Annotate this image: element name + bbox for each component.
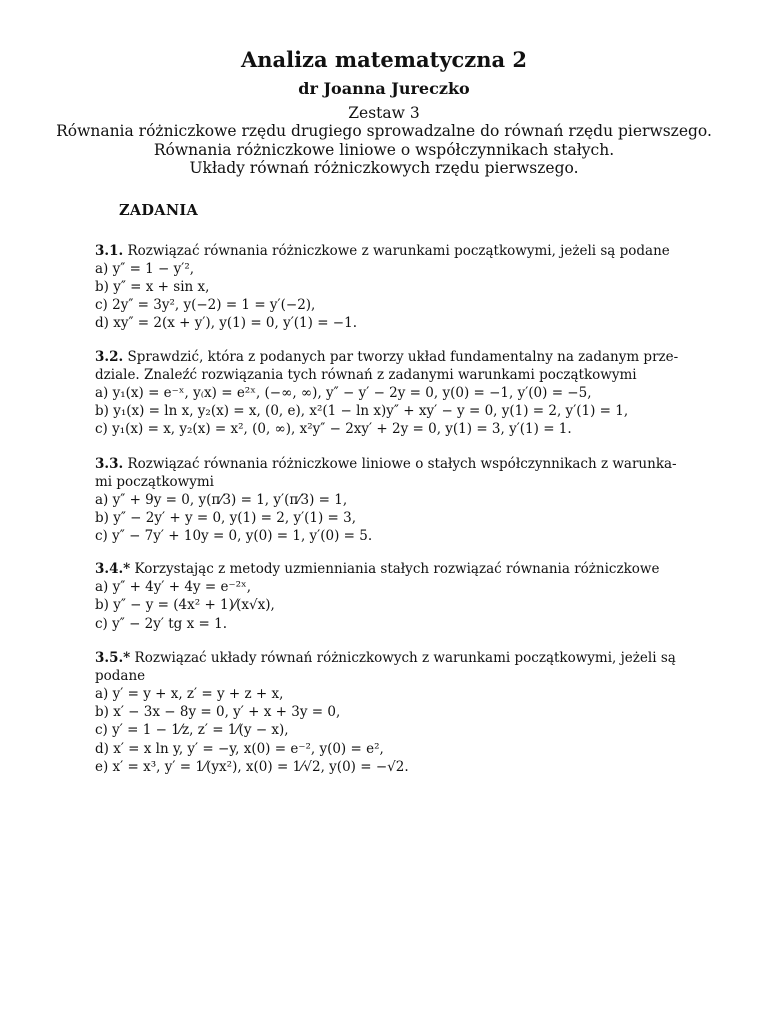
problem-number: 3.2. <box>95 349 124 365</box>
problem-prompt-continued: mi początkowymi <box>95 474 214 490</box>
problem-statement <box>95 348 678 366</box>
problem-item: b) x′ − 3x − 8y = 0, y′ + x + 3y = 0, <box>95 704 341 720</box>
problem-statement <box>95 649 676 667</box>
problem-item: a) y″ + 4y′ + 4y = e⁻²ˣ, <box>95 579 251 595</box>
problem-prompt: Rozwiązać równania różniczkowe z warunkami początkowymi, jeżeli są podane <box>127 243 670 259</box>
topic-line: Układy równań różniczkowych rzędu pierwszego. <box>189 159 579 177</box>
problem-prompt: Rozwiązać równania różniczkowe liniowe o stałych współczynnikach z warunka- <box>127 456 677 472</box>
problem-item: c) y″ − 2y′ tg x = 1. <box>95 616 228 632</box>
problem-item: e) x′ = x³, y′ = 1⁄(yx²), x(0) = 1⁄√2, y(0) = −√2. <box>95 759 409 775</box>
problem-item: a) y″ = 1 − y′², <box>95 261 195 277</box>
problem-item: c) y″ − 7y′ + 10y = 0, y(0) = 1, y′(0) = 5. <box>95 528 373 544</box>
problem-statement <box>95 560 659 578</box>
exercise-set-label: Zestaw 3 <box>348 104 420 122</box>
problem-item: a) y₁(x) = e⁻ˣ, y₍x) = e²ˣ, (−∞, ∞), y″ − y′ − 2y = 0, y(0) = −1, y′(0) = −5, <box>95 385 592 401</box>
document-author: dr Joanna Jureczko <box>298 79 470 98</box>
problem-number: 3.3. <box>95 456 124 472</box>
problem-prompt: Korzystając z metody uzmienniania stałych rozwiązać równania różniczkowe <box>134 561 660 577</box>
problem-prompt: Rozwiązać układy równań różniczkowych z warunkami początkowymi, jeżeli są <box>134 650 676 666</box>
problem-item: a) y′ = y + x, z′ = y + z + x, <box>95 686 284 702</box>
problem-statement <box>95 455 677 473</box>
section-heading: ZADANIA <box>119 202 199 219</box>
problem-item: b) y″ = x + sin x, <box>95 279 210 295</box>
topic-line: Równania różniczkowe rzędu drugiego sprowadzalne do równań rzędu pierwszego. <box>56 122 712 140</box>
problem-prompt-continued: dziale. Znaleźć rozwiązania tych równań z zadanymi warunkami początkowymi <box>95 367 637 383</box>
problem-statement <box>95 242 670 260</box>
problem-item: c) y′ = 1 − 1⁄z, z′ = 1⁄(y − x), <box>95 722 289 738</box>
problem-item: c) 2y″ = 3y², y(−2) = 1 = y′(−2), <box>95 297 316 313</box>
problem-item: b) y″ − 2y′ + y = 0, y(1) = 2, y′(1) = 3, <box>95 510 357 526</box>
topic-line: Równania różniczkowe liniowe o współczynnikach stałych. <box>153 141 615 159</box>
problem-item: c) y₁(x) = x, y₂(x) = x², (0, ∞), x²y″ − 2xy′ + 2y = 0, y(1) = 3, y′(1) = 1. <box>95 421 572 437</box>
document-title: Analiza matematyczna 2 <box>240 47 528 72</box>
problem-number: 3.5.* <box>95 650 131 666</box>
problem-prompt: Sprawdzić, która z podanych par tworzy układ fundamentalny na zadanym prze- <box>127 349 679 365</box>
problem-item: b) y₁(x) = ln x, y₂(x) = x, (0, e), x²(1 − ln x)y″ + xy′ − y = 0, y(1) = 2, y′(1) = 1, <box>95 403 629 419</box>
problem-item: d) x′ = x ln y, y′ = −y, x(0) = e⁻², y(0) = e², <box>95 741 384 757</box>
problem-item: d) xy″ = 2(x + y′), y(1) = 0, y′(1) = −1. <box>95 315 357 331</box>
problem-item: b) y″ − y = (4x² + 1)⁄(x√x), <box>95 597 275 613</box>
problem-number: 3.1. <box>95 243 124 259</box>
problem-prompt-continued: podane <box>95 668 146 684</box>
problem-number: 3.4.* <box>95 561 131 577</box>
problem-item: a) y″ + 9y = 0, y(π⁄3) = 1, y′(π⁄3) = 1, <box>95 492 348 508</box>
